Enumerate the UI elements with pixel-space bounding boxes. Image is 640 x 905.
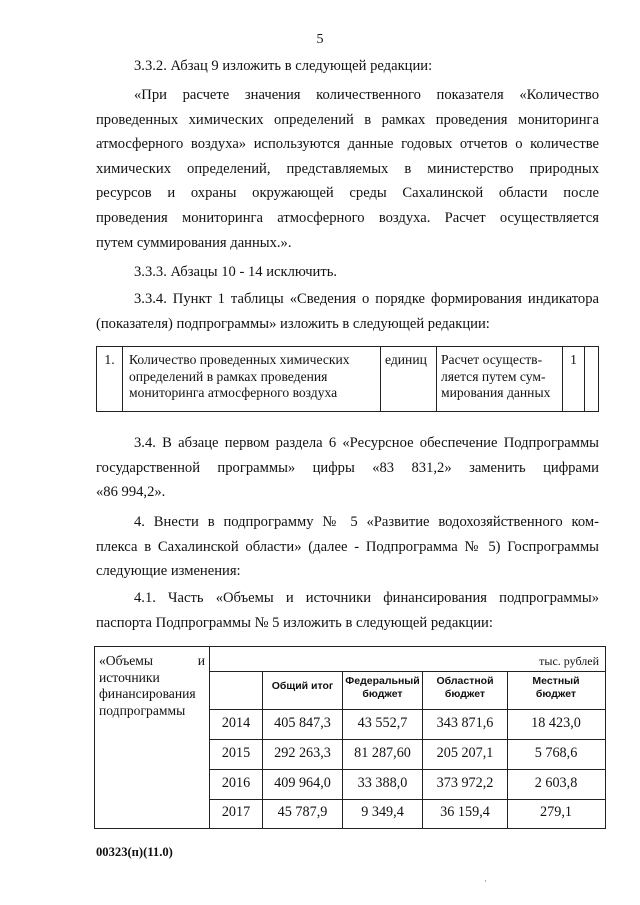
header-line: бюджет xyxy=(444,688,486,700)
federal-cell: 81 287,60 xyxy=(354,745,411,761)
financing-label xyxy=(95,647,210,828)
financing-label-line: источники xyxy=(99,669,160,685)
indicator-name-line: определений в рамках проведения xyxy=(129,368,328,384)
header-line: Федеральный xyxy=(345,675,420,687)
financing-label-line: финансирования xyxy=(99,686,196,701)
calculation-method xyxy=(437,347,563,411)
indicator-name xyxy=(123,347,381,411)
header-federal xyxy=(343,675,422,701)
grid-line xyxy=(210,799,605,800)
quote-line: «При расчете значения количественного показателя «Количество xyxy=(134,87,599,103)
document-code: 00323(п)(11.0) xyxy=(96,845,173,859)
year-cell: 2015 xyxy=(221,745,251,761)
local-cell: 2 603,8 xyxy=(534,775,578,791)
row-number: 1. xyxy=(97,347,123,411)
paragraph-3-3-4 xyxy=(96,287,599,336)
year-cell: 2014 xyxy=(221,715,251,731)
paragraph-line: плекса в Сахалинской области» (далее - Подпрограмма № 5) Госпрограммы xyxy=(96,538,599,555)
header-line: бюджет xyxy=(535,688,577,700)
page-number: 5 xyxy=(316,32,324,47)
header-line: Местный xyxy=(532,675,580,687)
financing-label-word: и xyxy=(197,653,205,668)
paragraph-line: 3.4. В абзаце первом раздела 6 «Ресурсное обеспечение Подпрограммы xyxy=(134,435,599,451)
calculation-line: мирования данных xyxy=(441,385,551,400)
grid-line xyxy=(210,739,605,740)
paragraph-line: государственной программы» цифры «83 831,2» заменить цифрами xyxy=(96,459,599,476)
financing-label-line xyxy=(99,653,205,670)
financing-table xyxy=(94,646,606,829)
year-cell: 2017 xyxy=(221,804,251,820)
paragraph-line: (показателя) подпрограммы» изложить в следующей редакции: xyxy=(96,315,490,332)
regional-cell: 205 207,1 xyxy=(436,745,494,761)
indicator-value: 1 xyxy=(563,347,585,411)
federal-cell: 43 552,7 xyxy=(357,715,408,731)
paragraph-4-1 xyxy=(96,586,599,635)
year-cell: 2016 xyxy=(221,775,251,791)
paragraph-line: следующие изменения: xyxy=(96,563,241,580)
grid-line xyxy=(210,769,605,770)
scan-mark: · xyxy=(484,876,487,886)
paragraph-line: паспорта Подпрограммы № 5 изложить в следующей редакции: xyxy=(96,614,493,631)
calculation-line: ляется путем сум- xyxy=(441,368,546,384)
calculation-line: Расчет осуществ- xyxy=(441,352,543,367)
quote-line: проведения мониторинга атмосферного воздуха. Расчет осуществляется xyxy=(96,209,599,226)
total-cell: 292 263,3 xyxy=(274,745,331,761)
financing-label-word: «Объемы xyxy=(99,653,153,668)
local-cell: 5 768,6 xyxy=(534,745,578,761)
local-cell: 279,1 xyxy=(540,804,572,820)
federal-cell: 33 388,0 xyxy=(357,775,408,791)
quote-line: химических определений, представляемых в министерство природных xyxy=(96,160,599,177)
header-local xyxy=(508,675,604,701)
quote-line: ресурсов и охраны окружающей среды Сахалинской области после xyxy=(96,185,599,202)
regional-cell: 373 972,2 xyxy=(436,775,494,791)
paragraph-3-3-3: 3.3.3. Абзацы 10 - 14 исключить. xyxy=(134,264,338,280)
empty-cell xyxy=(585,347,598,411)
indicator-table xyxy=(96,346,599,412)
paragraph-3-4 xyxy=(96,431,599,505)
quote-line: атмосферного воздуха» используются данные годовых отчетов о количестве xyxy=(96,136,599,153)
grid-line xyxy=(210,671,605,672)
quote-line: путем суммирования данных.». xyxy=(96,234,292,251)
paragraph-3-3-2: 3.3.2. Абзац 9 изложить в следующей редакции: xyxy=(134,58,433,74)
paragraph-line: «86 994,2». xyxy=(96,484,166,501)
quoted-paragraph xyxy=(96,83,599,255)
paragraph-line: 4. Внести в подпрограмму № 5 «Развитие водохозяйственного ком- xyxy=(134,514,599,530)
indicator-name-line: мониторинга атмосферного воздуха xyxy=(129,385,338,400)
header-total xyxy=(263,680,342,693)
indicator-unit: единиц xyxy=(381,347,437,411)
paragraph-4 xyxy=(96,510,599,584)
total-cell: 405 847,3 xyxy=(274,715,331,731)
grid-line xyxy=(210,709,605,710)
total-cell: 409 964,0 xyxy=(274,775,331,791)
quote-line: проведенных химических определений в рамках проведения мониторинга xyxy=(96,111,599,128)
paragraph-line: 3.3.4. Пункт 1 таблицы «Сведения о порядке формирования индикатора xyxy=(134,291,599,307)
financing-label-line: подпрограммы xyxy=(99,702,186,718)
header-line: бюджет xyxy=(362,688,403,700)
unit-label: тыс. рублей xyxy=(539,654,599,668)
regional-cell: 343 871,6 xyxy=(436,715,494,731)
federal-cell: 9 349,4 xyxy=(361,804,404,820)
paragraph-line: 4.1. Часть «Объемы и источники финансирования подпрограммы» xyxy=(134,590,599,606)
header-line: Областной xyxy=(436,675,494,687)
header-regional xyxy=(423,675,507,701)
local-cell: 18 423,0 xyxy=(531,715,581,731)
total-cell: 45 787,9 xyxy=(277,804,328,820)
regional-cell: 36 159,4 xyxy=(440,804,490,820)
indicator-name-line: Количество проведенных химических xyxy=(129,352,350,367)
header-line: Общий итог xyxy=(271,680,334,692)
